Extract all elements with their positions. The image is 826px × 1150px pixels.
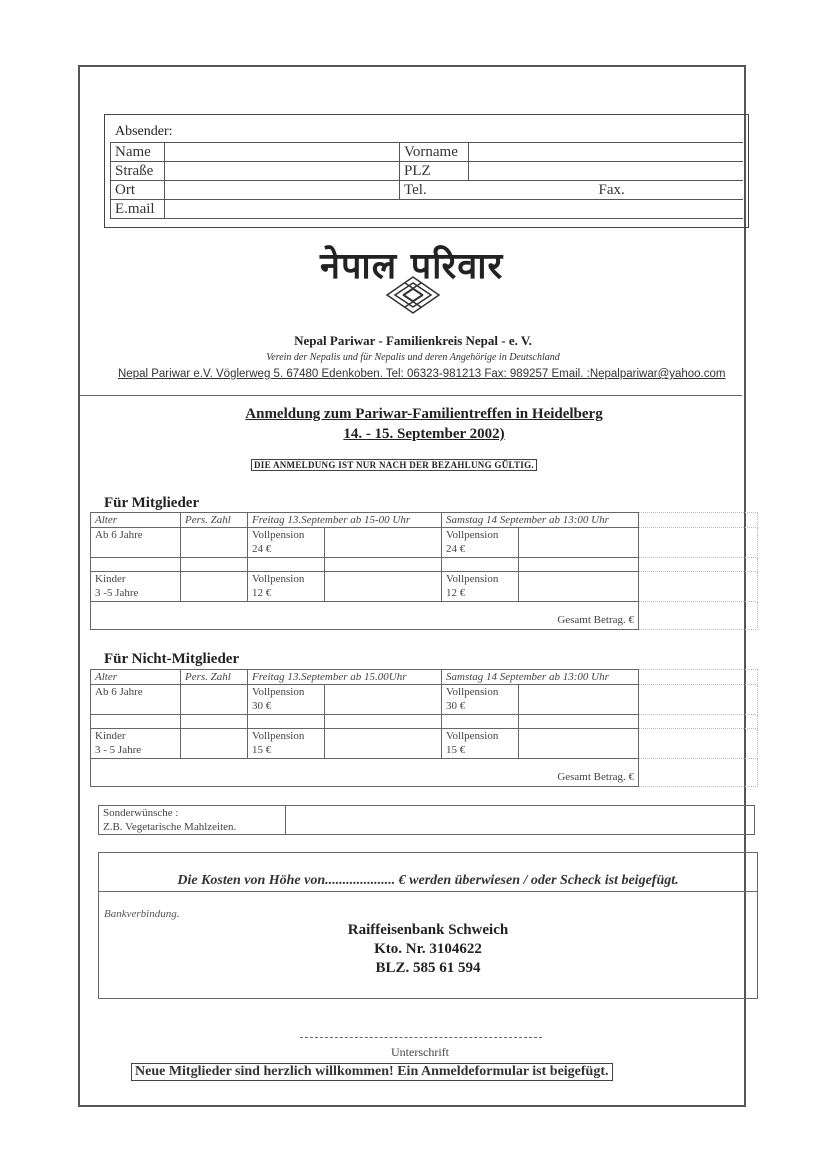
members-table [90, 512, 760, 630]
name-field[interactable] [165, 143, 400, 162]
total-label: Gesamt Betrag. € [91, 602, 639, 630]
vorname-field[interactable] [469, 143, 744, 162]
label-strasse: Straße [111, 162, 165, 181]
col-alter: Alter [91, 513, 181, 528]
org-address: Nepal Pariwar e.V. Vöglerweg 5. 67480 Edenkoben. Tel: 06323-981213 Fax: 989257 Email. :Nepalpariwar@yahoo.com [118, 368, 726, 380]
col-saturday: Samstag 14 September ab 13:00 Uhr [442, 513, 639, 528]
total-input[interactable] [639, 759, 758, 787]
fri-input[interactable] [325, 528, 442, 558]
bank-name: Raiffeisenbank Schweich [347, 922, 509, 938]
signature-line[interactable] [300, 1037, 542, 1038]
label-email: E.mail [111, 200, 165, 219]
fri-input[interactable] [325, 685, 442, 715]
ort-field[interactable] [165, 181, 400, 200]
label-tel: Tel. [400, 181, 469, 200]
row-age: Kinder 3 - 5 Jahre [91, 729, 181, 759]
header-divider [80, 395, 742, 396]
pers-count-input[interactable] [181, 729, 248, 759]
welcome-banner: Neue Mitglieder sind herzlich willkommen! Ein Anmeldeformular ist beigefügt. [131, 1063, 613, 1081]
sat-input[interactable] [519, 685, 639, 715]
pers-count-input[interactable] [181, 528, 248, 558]
label-fax: Fax. [469, 181, 744, 200]
total-input[interactable] [639, 602, 758, 630]
row-age: Ab 6 Jahre [91, 528, 181, 558]
plz-field[interactable] [469, 162, 744, 181]
label-vorname: Vorname [400, 143, 469, 162]
col-friday: Freitag 13.September ab 15-00 Uhr [248, 513, 442, 528]
sat-price-cell: Vollpension 30 € [442, 685, 519, 715]
label-ort: Ort [111, 181, 165, 200]
blz: BLZ. 585 61 594 [375, 960, 481, 976]
signature-label: Unterschrift [391, 1045, 449, 1059]
wishes-input[interactable] [286, 806, 755, 835]
endless-knot-icon [385, 275, 441, 315]
strasse-field[interactable] [165, 162, 400, 181]
payment-notice: DIE ANMELDUNG IST NUR NACH DER BEZAHLUNG GÜLTIG. [251, 459, 537, 471]
row-age: Ab 6 Jahre [91, 685, 181, 715]
label-plz: PLZ [400, 162, 469, 181]
special-wishes [98, 805, 755, 835]
col-friday: Freitag 13.September ab 15.00Uhr [248, 670, 442, 685]
fri-price-cell: Vollpension 12 € [248, 572, 325, 602]
row-age: Kinder 3 -5 Jahre [91, 572, 181, 602]
fri-input[interactable] [325, 572, 442, 602]
title-line-2: 14. - 15. September 2002) [343, 426, 505, 442]
pers-count-input[interactable] [181, 572, 248, 602]
col-pers-zahl: Pers. Zahl [181, 513, 248, 528]
org-name: Nepal Pariwar - Familienkreis Nepal - e. V. [294, 333, 532, 348]
sender-table [110, 142, 743, 219]
account-number: Kto. Nr. 3104622 [374, 941, 482, 957]
sat-input[interactable] [519, 729, 639, 759]
bank-details [99, 921, 757, 978]
wishes-label: Sonderwünsche : Z.B. Vegetarische Mahlzeiten. [99, 806, 286, 835]
bank-label: Bankverbindung. [104, 908, 180, 920]
sat-price-cell: Vollpension 12 € [442, 572, 519, 602]
cost-text: Die Kosten von Höhe von.................... € werden überwiesen / oder Scheck ist beigefügt. [177, 873, 679, 888]
payment-box [98, 852, 758, 999]
page-title [0, 404, 826, 444]
non-members-table [90, 669, 760, 787]
sat-input[interactable] [519, 528, 639, 558]
title-line-1: Anmeldung zum Pariwar-Familientreffen in Heidelberg [245, 406, 603, 422]
logo-devanagari: नेपाल परिवार [320, 246, 504, 287]
sat-input[interactable] [519, 572, 639, 602]
col-pers-zahl: Pers. Zahl [181, 670, 248, 685]
sender-title: Absender: [115, 124, 173, 139]
col-saturday: Samstag 14 September ab 13:00 Uhr [442, 670, 639, 685]
fri-price-cell: Vollpension 15 € [248, 729, 325, 759]
org-subtitle: Verein der Nepalis und für Nepalis und deren Angehörige in Deutschland [266, 352, 560, 363]
fri-price-cell: Vollpension 30 € [248, 685, 325, 715]
label-name: Name [111, 143, 165, 162]
members-title: Für Mitglieder [104, 495, 200, 511]
sat-price-cell: Vollpension 15 € [442, 729, 519, 759]
pers-count-input[interactable] [181, 685, 248, 715]
fri-price-cell: Vollpension 24 € [248, 528, 325, 558]
col-alter: Alter [91, 670, 181, 685]
sender-box [104, 114, 749, 228]
total-label: Gesamt Betrag. € [91, 759, 639, 787]
non-members-title: Für Nicht-Mitglieder [104, 651, 240, 667]
sat-price-cell: Vollpension 24 € [442, 528, 519, 558]
email-field[interactable] [165, 200, 744, 219]
fri-input[interactable] [325, 729, 442, 759]
